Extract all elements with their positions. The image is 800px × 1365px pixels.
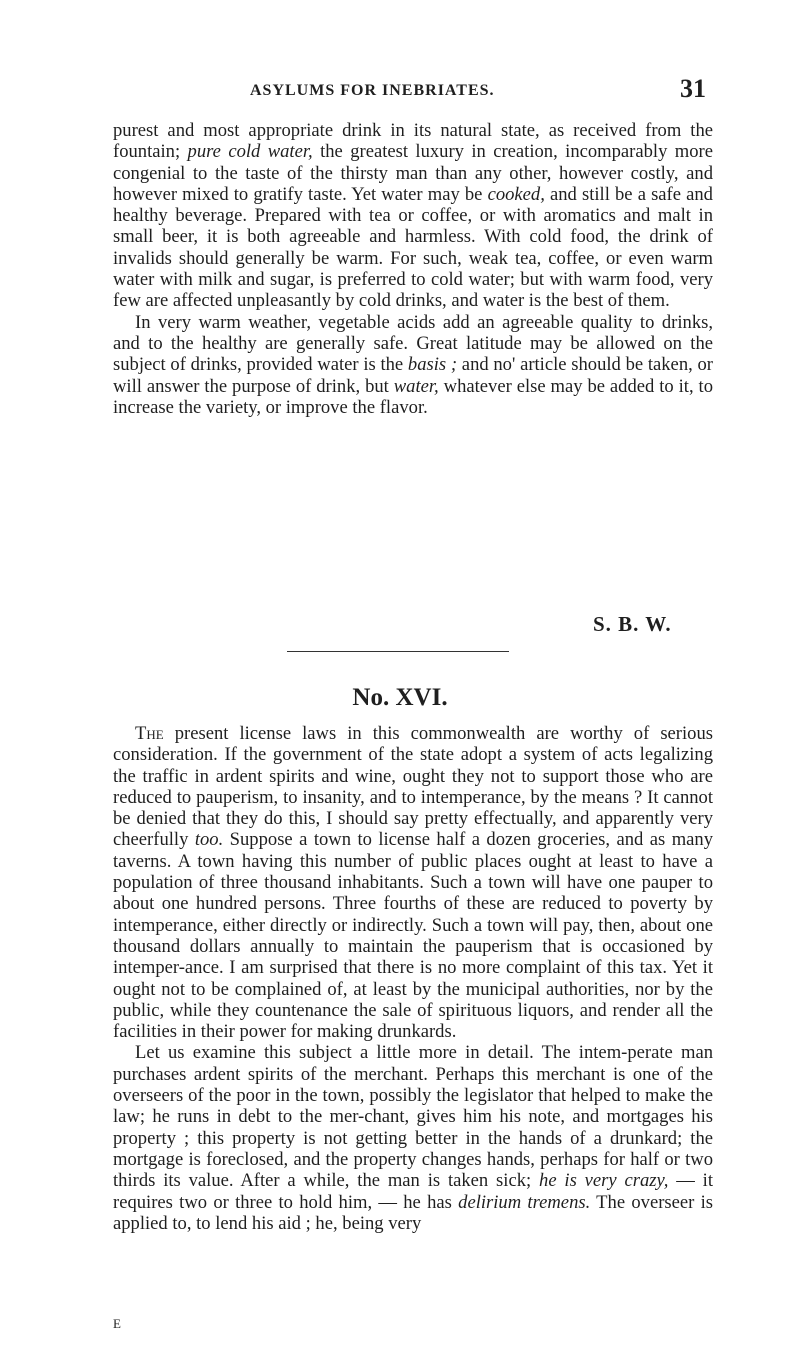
paragraph xyxy=(113,120,713,312)
text-run: In very warm weather, vegetable acids add an agreeable quality to drinks, and to the healthy are generally safe. Great latitude may be allowed on the subject of drinks, provided water is the xyxy=(113,311,713,376)
running-head: ASYLUMS FOR INEBRIATES. xyxy=(250,82,495,99)
italic-run: basis ; xyxy=(407,354,458,376)
text-block-bottom xyxy=(113,723,713,1234)
section-title: No. XVI. xyxy=(352,684,448,711)
text-run: present license laws in this commonwealth are worthy of serious consideration. If the government of the state adopt a system of acts legalizing the traffic in ardent spirits and wine, ought they not to support those who are reduced to pauperism, to insanity, and to intemperance, by the means ? It cannot be denied that they do this, I should say pretty effectually, and apparently very cheerfully xyxy=(113,723,713,851)
text-run: and no' article should be taken, or will answer the purpose of drink, but xyxy=(113,354,713,397)
author-signature: S. B. W. xyxy=(593,612,672,636)
italic-run: pure cold water, xyxy=(187,141,313,163)
text-run: — it requires two or three to hold him, — he has xyxy=(113,1170,713,1213)
section-divider xyxy=(287,651,509,652)
text-run: Let us examine this subject a little more in detail. The intem-perate man purchases ardent spirits of the merchant. Perhaps this merchant is one of the overseers of the poor in the town, possibly the legislator that helped to make the law; he runs in debt to the mer-chant, gives him his note, and mortgages his property ; this property is not getting better in the hands of a drunkard; the mortgage is foreclosed, and the property changes hands, perhaps for half or two thirds its value. After a while, the man is taken sick; xyxy=(113,1042,713,1192)
italic-run: too. xyxy=(194,829,224,851)
text-run: and still be a safe and healthy beverage. Prepared with tea or coffee, or with aromatics and malt in small beer, it is both agreeable and harmless. With cold food, the drink of invalids should generally be warm. For such, weak tea, coffee, or even warm water with milk and sugar, is preferred to cold water; but with warm food, very few are affected unpleasantly by cold drinks, and water is the best of them. xyxy=(113,183,713,312)
italic-run: water, xyxy=(393,375,439,397)
italic-run: delirium tremens. xyxy=(458,1191,591,1213)
paragraph xyxy=(113,312,713,418)
italic-run: cooked, xyxy=(487,183,545,205)
italic-run: he is very crazy, xyxy=(539,1170,669,1192)
paragraph xyxy=(113,1042,713,1234)
text-run: The overseer is applied to, to lend his aid ; he, being very xyxy=(113,1191,714,1234)
signature-mark: E xyxy=(113,1316,121,1331)
text-run: purest and most appropriate drink in its natural state, as received from the fountain; xyxy=(113,120,713,163)
paragraph xyxy=(113,723,713,1042)
page-number: 31 xyxy=(680,74,706,103)
lead-word: The xyxy=(135,723,164,744)
text-run: whatever else may be added to it, to increase the variety, or improve the flavor. xyxy=(113,375,713,418)
text-run: Suppose a town to license half a dozen groceries, and as many taverns. A town having this number of public places ought at least to have a population of three thousand inhabitants. Such a town will have one pauper to about one hundred persons. Three fourths of these are reduced to poverty by intemperance, either directly or indirectly. Such a town will pay, then, about one thousand dollars annually to maintain the pauperism that is occasioned by intemper-ance. I am surprised that there is no more complaint of this tax. Yet it ought not to be complained of, at least by the municipal authorities, nor by the public, while they countenance the sale of spirituous liquors, and render all the facilities in their power for making drunkards. xyxy=(113,829,714,1043)
text-run: the greatest luxury in creation, incomparably more congenial to the taste of the thirsty man than any other, however costly, and however mixed to gratify taste. Yet water may be xyxy=(113,141,713,205)
text-block-top xyxy=(113,120,713,418)
